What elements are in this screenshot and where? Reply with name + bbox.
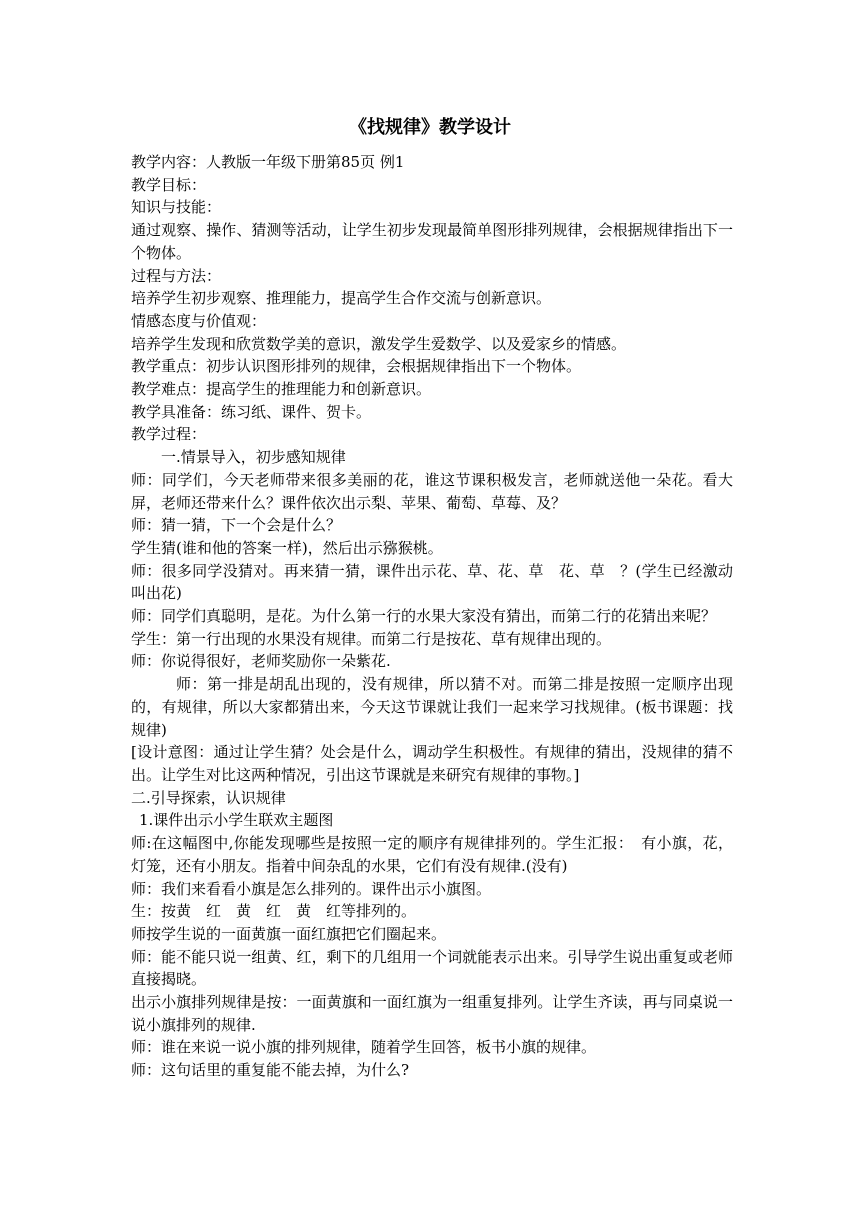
paragraph: 培养学生初步观察、推理能力，提高学生合作交流与创新意识。	[131, 289, 552, 308]
paragraph: 师：第一排是胡乱出现的，没有规律，所以猜不对。而第二排是按照一定顺序出现的，有规律，所以大家都猜出来，今天这节课就让我们一起来学习找规律。(板书课题：找规律)	[131, 675, 733, 739]
paragraph: 师：同学们真聪明，是花。为什么第一行的水果大家没有猜出，而第二行的花猜出来呢？	[131, 607, 717, 626]
paragraph: 师：谁在来说一说小旗的排列规律，随着学生回答，板书小旗的规律。	[131, 1038, 597, 1057]
document-body	[131, 151, 733, 1082]
paragraph: 师按学生说的一面黄旗一面红旗把它们圈起来。	[131, 924, 447, 943]
paragraph: 出示小旗排列规律是按：一面黄旗和一面红旗为一组重复排列。让学生齐读，再与同桌说一说小旗排列的规律.	[131, 993, 733, 1034]
paragraph: 师:在这幅图中,你能发现哪些是按照一定的顺序有规律排列的。学生汇报： 有小旗，花，灯笼，还有小朋友。指着中间杂乱的水果，它们有没有规律.(没有)	[131, 834, 733, 875]
paragraph: 师：你说得很好，老师奖励你一朵紫花.	[131, 652, 391, 671]
design-intent-note: [设计意图：通过让学生猜？处会是什么，调动学生积极性。有规律的猜出，没规律的猜不出。让学生对比这两种情况，引出这节课就是来研究有规律的事物。]	[131, 743, 733, 784]
paragraph: 师：同学们，今天老师带来很多美丽的花，谁这节课积极发言，老师就送他一朵花。看大屏，老师还带来什么？课件依次出示梨、苹果、葡萄、草莓、及？	[131, 470, 733, 512]
paragraph: 情感态度与价值观：	[131, 311, 267, 330]
paragraph: 师：很多同学没猜对。再来猜一猜，课件出示花、草、花、草 花、草 ？(学生已经激动叫出花)	[131, 561, 733, 603]
paragraph: 师：我们来看看小旗是怎么排列的。课件出示小旗图。	[131, 879, 492, 898]
paragraph: 学生猜(谁和他的答案一样)，然后出示猕猴桃。	[131, 538, 443, 557]
paragraph: 生：按黄 红 黄 红 黄 红等排列的。	[131, 902, 417, 921]
paragraph: 师：这句话里的重复能不能去掉，为什么?	[131, 1061, 410, 1080]
section-heading: 二.引导探索，认识规律	[131, 788, 286, 807]
paragraph: 教学内容：人教版一年级下册第85页 例1	[131, 153, 405, 171]
paragraph: 师：猜一猜，下一个会是什么？	[131, 516, 342, 535]
paragraph: 教学重点：初步认识图形排列的规律，会根据规律指出下一个物体。	[131, 357, 582, 376]
document-title: 《找规律》教学设计	[349, 117, 511, 138]
paragraph: 培养学生发现和欣赏数学美的意识，激发学生爱数学、以及爱家乡的情感。	[131, 334, 627, 353]
paragraph: 教学目标：	[131, 175, 207, 194]
paragraph: 教学过程：	[131, 425, 207, 444]
paragraph: 教学具准备：练习纸、课件、贺卡。	[131, 402, 372, 421]
paragraph: 过程与方法：	[131, 266, 222, 285]
paragraph: 教学难点：提高学生的推理能力和创新意识。	[131, 380, 432, 399]
paragraph: 学生：第一行出现的水果没有规律。而第二行是按花、草有规律出现的。	[131, 629, 612, 648]
paragraph: 1.课件出示小学生联欢主题图	[139, 811, 334, 830]
paragraph: 知识与技能：	[131, 198, 222, 217]
paragraph: 通过观察、操作、猜测等活动，让学生初步发现最简单图形排列规律，会根据规律指出下一个物体。	[131, 221, 733, 262]
section-heading: 一.情景导入，初步感知规律	[161, 448, 346, 467]
paragraph: 师：能不能只说一组黄、红，剩下的几组用一个词就能表示出来。引导学生说出重复或老师直接揭晓。	[131, 947, 733, 989]
